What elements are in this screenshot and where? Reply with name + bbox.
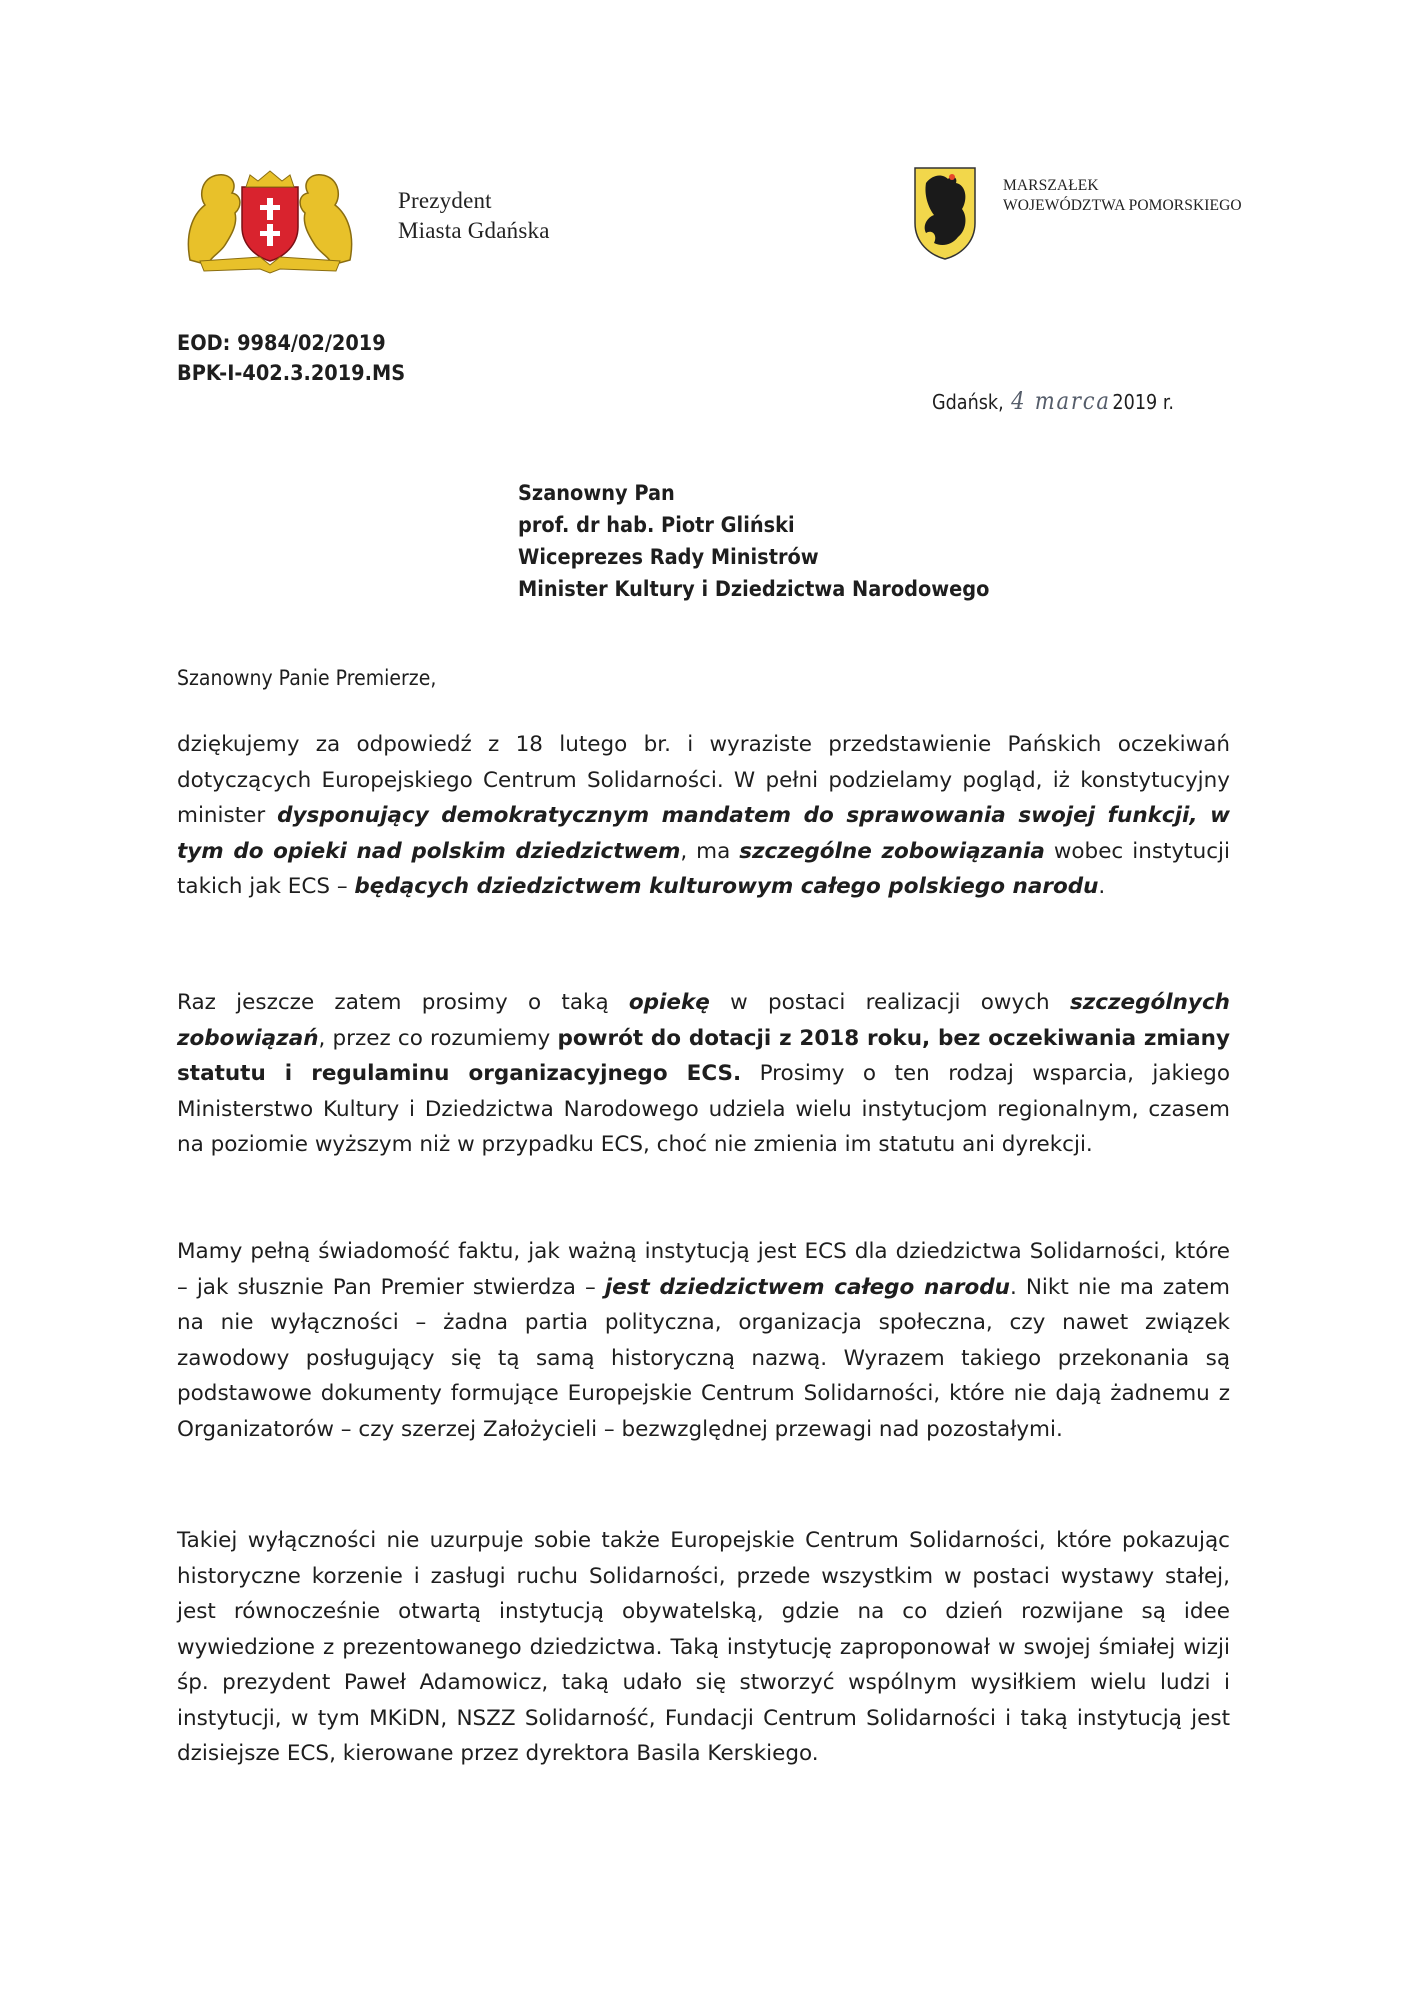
emphasized-text-run: powrót do dotacji z 2018 roku, bez oczekiwania zmiany statutu i regulaminu organizacyjnego ECS.	[177, 1025, 1230, 1086]
emphasized-text-run: szczególnych zobowiązań	[177, 990, 1230, 1051]
body-paragraph-4	[177, 1523, 1230, 1772]
reference-numbers	[177, 328, 405, 388]
handwritten-date: 4 marca	[1011, 387, 1111, 415]
text-run: Mamy pełną świadomość faktu, jak ważną instytucją jest ECS dla dziedzictwa Solidarności, które – jak słusznie Pan Premier stwierdza –	[177, 1239, 1230, 1300]
text-run: .	[1098, 874, 1106, 899]
text-run: Takiej wyłączności nie uzurpuje sobie także Europejskie Centrum Solidarności, które pokazując historyczne korzenie i zasługi ruchu Solidarności, przede wszystkim w postaci wystawy stałej, jest równocześnie otwartą instytucją obywatelską, gdzie na co dzień rozwijane są idee wywiedzione z prezentowanego dziedzictwa. Taką instytucję zaproponował w swojej śmiałej wizji śp. prezydent Paweł Adamowicz, taką udało się stworzyć wspólnym wysiłkiem wielu ludzi i instytucji, w tym MKiDN, NSZZ Solidarność, Fundacji Centrum Solidarności i taką instytucją jest dzisiejsze ECS, kierowane przez dyrektora Basila Kerskiego.	[177, 1528, 1230, 1766]
pomorskie-griffin-crest-icon	[912, 165, 978, 261]
year: 2019 r.	[1112, 390, 1175, 414]
recipient-line-1: Szanowny Pan	[518, 481, 675, 506]
recipient-line-3: Wiceprezes Rady Ministrów	[518, 545, 819, 570]
text-run: . Nikt nie ma zatem na nie wyłączności – żadna partia polityczna, organizacja społeczna, czy nawet związek zawodowy posługujący się tą samą historyczną nazwą. Wyrazem takiego przekonania są podstawowe dokumenty formujące Europejskie Centrum Solidarności, które nie dają żadnemu z Organizatorów – czy szerzej Założycieli – bezwzględnej przewagi nad pozostałymi.	[177, 1274, 1230, 1442]
issuer-pomorskie-marshal	[1003, 176, 1242, 216]
place: Gdańsk,	[932, 390, 1004, 414]
emphasized-text-run: szczególne zobowiązania	[739, 838, 1045, 864]
gdansk-coat-of-arms-icon	[180, 165, 360, 275]
issuer-left-line-2: Miasta Gdańska	[398, 218, 550, 243]
emphasized-text-run: będących dziedzictwem kulturowym całego polskiego narodu	[354, 874, 1099, 899]
issuer-right-line-2: WOJEWÓDZTWA POMORSKIEGO	[1003, 197, 1242, 214]
body-paragraph-3	[177, 1234, 1230, 1447]
eod-number: EOD: 9984/02/2019	[177, 331, 386, 355]
issuer-gdansk-president	[398, 186, 550, 246]
recipient-line-4: Minister Kultury i Dziedzictwa Narodowego	[518, 577, 990, 602]
body-paragraph-1	[177, 727, 1230, 905]
case-number: BPK-I-402.3.2019.MS	[177, 361, 406, 385]
emphasized-text-run: jest dziedzictwem całego narodu	[604, 1274, 1010, 1300]
emphasized-text-run: dysponujący demokratycznym mandatem do sprawowania swojej funkcji, w tym do opieki nad polskim dziedzictwem	[177, 803, 1230, 864]
text-run: dziękujemy za odpowiedź z 18 lutego br. i wyraziste przedstawienie Pańskich oczekiwań dotyczących Europejskiego Centrum Solidarności. W pełni podzielamy pogląd, iż konstytucyjny minister	[177, 732, 1230, 828]
text-run: w postaci realizacji owych	[709, 990, 1070, 1015]
text-run: wobec instytucji takich jak ECS –	[177, 838, 1230, 899]
place-and-date	[932, 387, 1174, 415]
text-run: , przez co rozumiemy	[318, 1025, 558, 1051]
recipient-line-2: prof. dr hab. Piotr Gliński	[518, 513, 795, 538]
recipient-block	[518, 478, 989, 606]
issuer-right-line-1: MARSZAŁEK	[1003, 177, 1099, 194]
body-paragraph-2	[177, 985, 1230, 1163]
text-run: Prosimy o ten rodzaj wsparcia, jakiego Ministerstwo Kultury i Dziedzictwa Narodowego udziela wielu instytucjom regionalnym, czasem na poziomie wyższym niż w przypadku ECS, choć nie zmienia im statutu ani dyrekcji.	[177, 1061, 1230, 1157]
issuer-left-line-1: Prezydent	[398, 188, 492, 213]
emphasized-text-run: opiekę	[628, 990, 710, 1015]
text-run: , ma	[680, 838, 740, 864]
salutation: Szanowny Panie Premierze,	[177, 666, 437, 690]
text-run: Raz jeszcze zatem prosimy o taką	[177, 990, 629, 1015]
